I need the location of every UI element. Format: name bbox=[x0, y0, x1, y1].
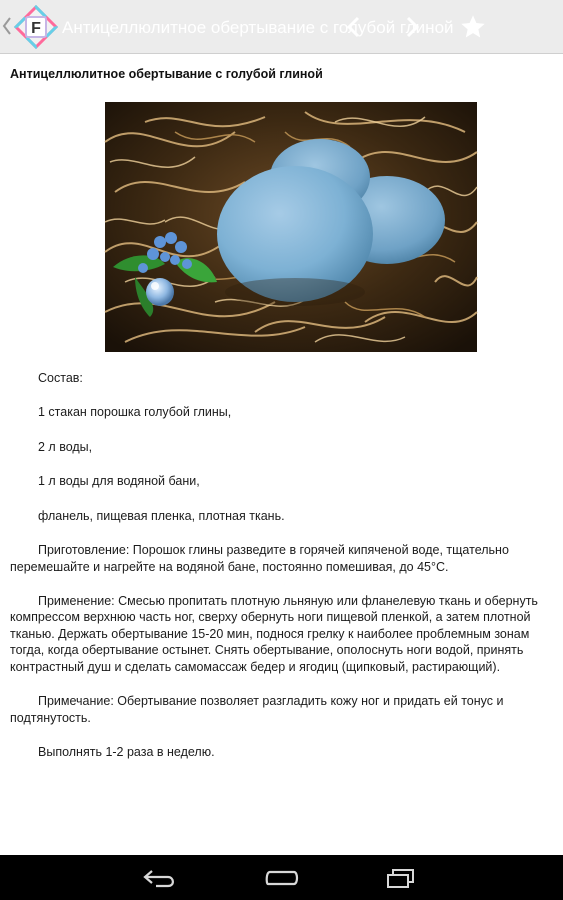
previous-button[interactable] bbox=[334, 7, 374, 47]
paragraph-note: Примечание: Обертывание позволяет разгладить кожу ног и придать ей тонус и подтянутость. bbox=[10, 694, 504, 725]
next-button[interactable] bbox=[392, 7, 432, 47]
back-button[interactable] bbox=[135, 861, 185, 895]
up-caret-icon[interactable] bbox=[2, 16, 12, 36]
chevron-left-icon bbox=[344, 15, 364, 39]
window-title: Антицеллюлитное обертывание с голубой глиной bbox=[62, 18, 454, 37]
article-photo bbox=[105, 102, 477, 352]
ingredient-item: 2 л воды, bbox=[38, 439, 93, 454]
back-icon bbox=[142, 867, 178, 889]
home-button[interactable] bbox=[257, 861, 307, 895]
ingredient-item: фланель, пищевая пленка, плотная ткань. bbox=[38, 508, 285, 523]
action-bar bbox=[0, 0, 563, 54]
favorite-button[interactable] bbox=[453, 7, 493, 47]
paragraph-frequency: Выполнять 1-2 раза в неделю. bbox=[38, 744, 215, 759]
app-logo-icon[interactable] bbox=[14, 5, 58, 49]
ingredient-item: 1 л воды для водяной бани, bbox=[38, 474, 200, 489]
star-icon bbox=[459, 13, 487, 41]
chevron-right-icon bbox=[402, 15, 422, 39]
article-view[interactable] bbox=[0, 54, 563, 855]
ingredient-item: 1 стакан порошка голубой глины, bbox=[38, 405, 232, 420]
article-title: Антицеллюлитное обертывание с голубой глиной bbox=[10, 67, 323, 81]
recent-apps-icon bbox=[384, 867, 418, 889]
paragraph-application: Применение: Смесью пропитать плотную льняную или фланелевую ткань и обернуть компрессом верхнюю часть ног, сверху обернуть ноги пищевой пленкой, а затем плотной тканью. Держать обертывание 15-20 мин, поднося грелку к наиболее проблемным зонам тогда, когда обертывание остынет. Снять обертывание, ополоснуть ноги водой, принять контрастный душ и сделать самомассаж бедер и ягодиц (щипковый, растирающий). bbox=[10, 593, 538, 675]
system-navigation-bar bbox=[0, 855, 563, 900]
app-logo-letter: F bbox=[31, 20, 41, 37]
recent-apps-button[interactable] bbox=[376, 861, 426, 895]
paragraph-ingredients-heading: Состав: bbox=[38, 371, 83, 385]
article-body bbox=[10, 370, 553, 778]
paragraph-preparation: Приготовление: Порошок глины разведите в горячей кипяченой воде, тщательно перемешайте и нагрейте на водяной бане, постоянно помешивая, до 45°С. bbox=[10, 542, 509, 574]
home-icon bbox=[264, 868, 300, 888]
